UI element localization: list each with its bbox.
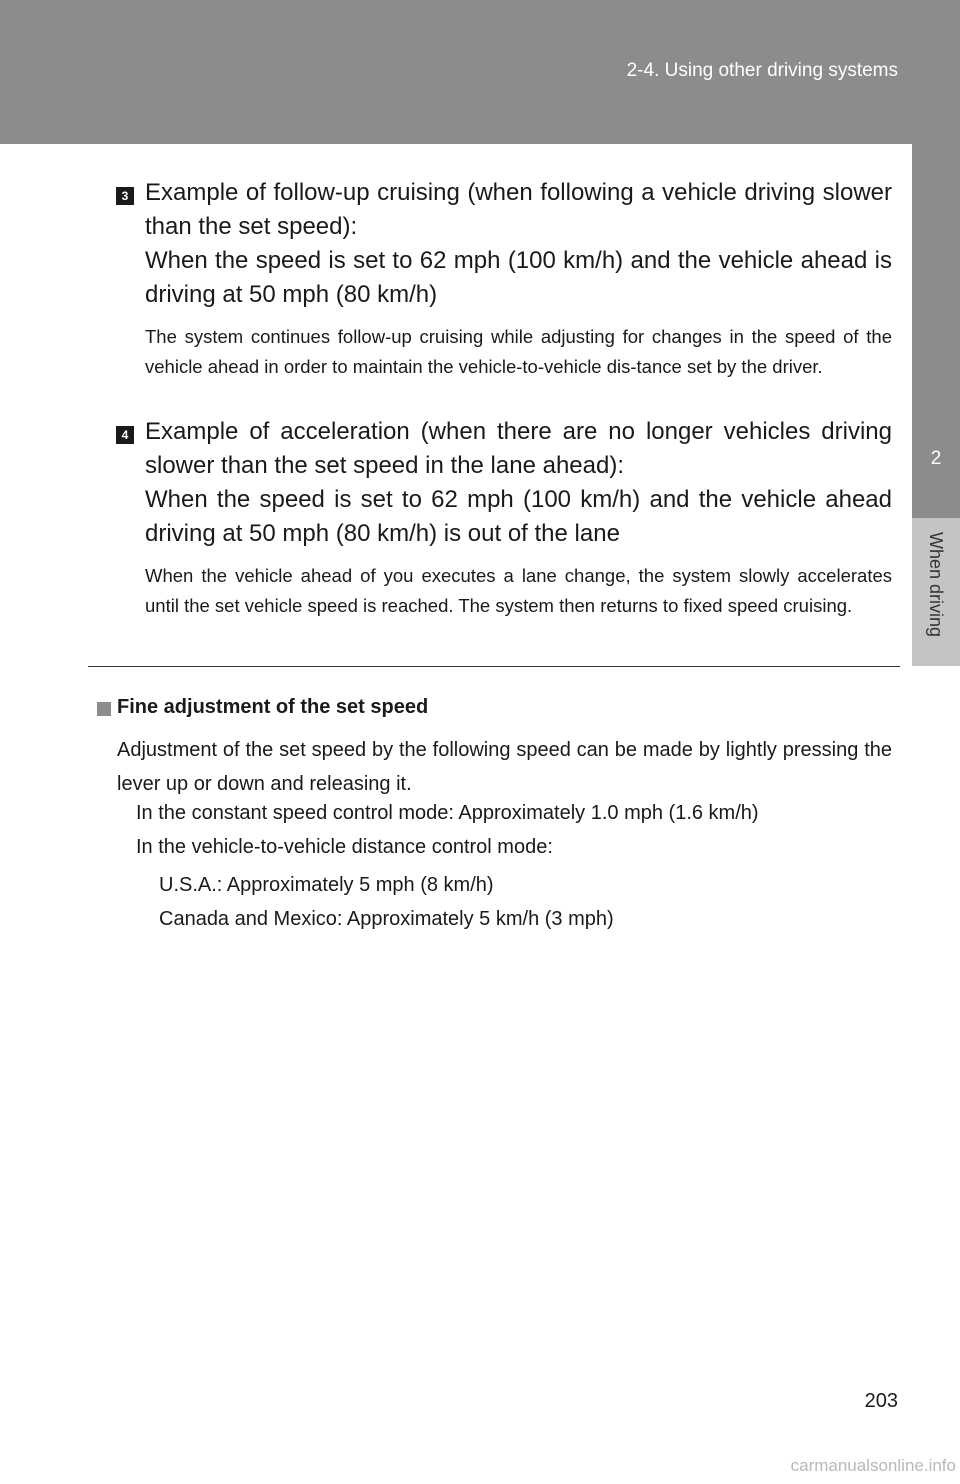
distance-control-mode: In the vehicle-to-vehicle distance control mode:	[136, 836, 553, 858]
watermark: carmanualsonline.info	[790, 1456, 956, 1475]
example-4-description: When the vehicle ahead of you executes a lane change, the system slowly accelerates until the set vehicle speed is reached. The system then returns to fixed speed cruising.	[145, 565, 892, 616]
page-header	[0, 0, 960, 144]
section-divider	[88, 666, 900, 667]
example-3-section	[145, 176, 892, 381]
example-3-heading: Example of follow-up cruising (when following a vehicle driving slower than the set speed):	[145, 179, 892, 240]
fine-adjustment-intro: Adjustment of the set speed by the following speed can be made by lightly pressing the lever up or down and releasing it.	[117, 739, 892, 795]
step-badge-3: 3	[116, 187, 134, 205]
chapter-label: When driving	[926, 532, 946, 638]
section-bullet-icon	[97, 702, 111, 716]
usa-setting: U.S.A.: Approximately 5 mph (8 km/h)	[159, 874, 494, 896]
fine-adjustment-body	[117, 733, 892, 801]
chapter-number: 2	[930, 448, 942, 469]
page-number: 203	[864, 1390, 898, 1412]
canada-mexico-setting: Canada and Mexico: Approximately 5 km/h (3 mph)	[159, 908, 614, 930]
example-3-description: The system continues follow-up cruising while adjusting for changes in the speed of the vehicle ahead in order to maintain the vehicle-to-vehicle dis-tance set by the driver.	[145, 326, 892, 377]
mode-list	[136, 796, 896, 864]
example-3-condition: When the speed is set to 62 mph (100 km/h) and the vehicle ahead is driving at 50 mph (80 km/h)	[145, 247, 892, 308]
constant-speed-mode: In the constant speed control mode: Approximately 1.0 mph (1.6 km/h)	[136, 802, 759, 824]
fine-adjustment-title: Fine adjustment of the set speed	[117, 696, 429, 718]
region-list	[159, 868, 896, 936]
step-badge-4: 4	[116, 426, 134, 444]
example-4-condition: When the speed is set to 62 mph (100 km/h) and the vehicle ahead driving at 50 mph (80 km/h) is out of the lane	[145, 486, 892, 547]
example-4-heading: Example of acceleration (when there are no longer vehicles driving slower than the set speed in the lane ahead):	[145, 418, 892, 479]
section-title: 2-4. Using other driving systems	[626, 60, 898, 81]
example-4-section	[145, 415, 892, 620]
